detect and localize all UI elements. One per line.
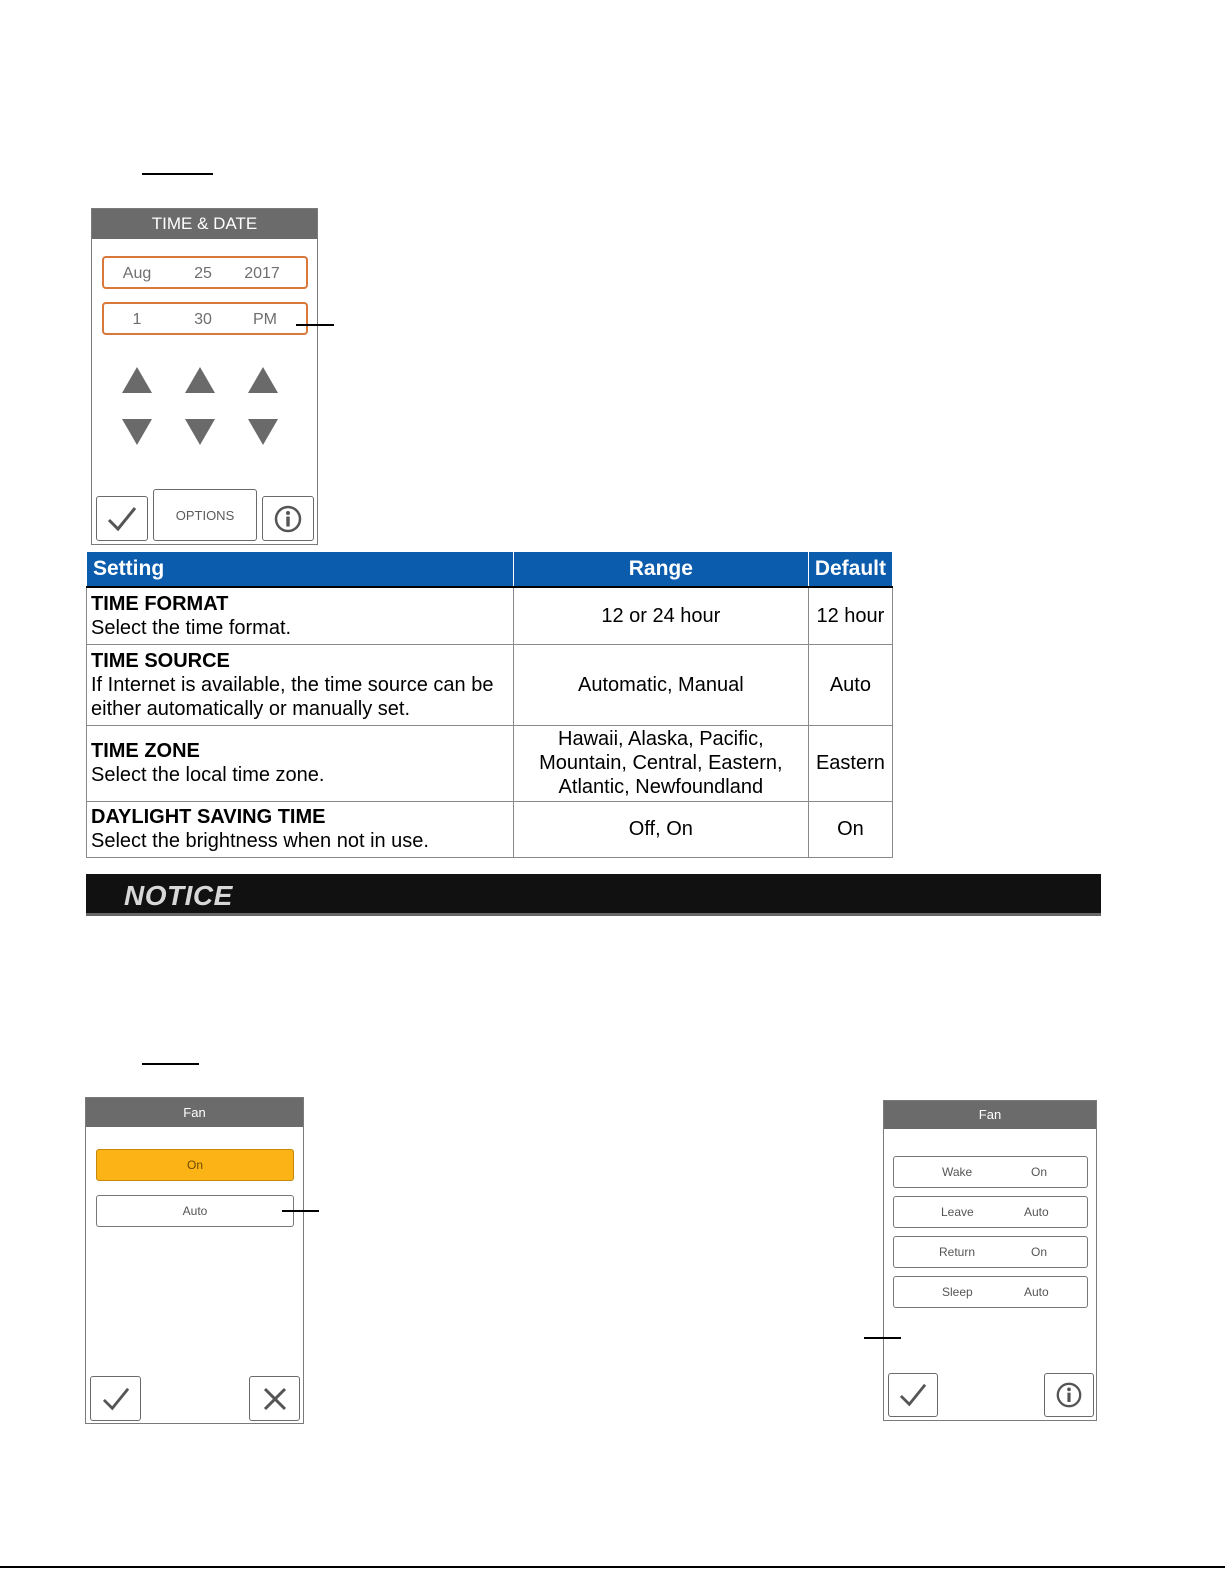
setting-desc: Select the brightness when not in use. [91, 830, 429, 852]
ampm-down-arrow-icon[interactable] [248, 419, 278, 445]
table-row [87, 725, 893, 801]
mode-value: On [1031, 1165, 1048, 1179]
schedule-item-return[interactable] [893, 1236, 1088, 1268]
header-default: Default [808, 552, 892, 588]
default-cell: 12 hour [808, 587, 892, 644]
confirm-button[interactable] [888, 1373, 938, 1417]
options-button[interactable] [153, 489, 257, 541]
checkmark-icon [898, 1382, 928, 1408]
year-value: 2017 [244, 265, 280, 282]
ampm-up-arrow-icon[interactable] [248, 367, 278, 393]
callout-line [296, 324, 334, 326]
callout-line [864, 1337, 901, 1339]
time-date-screen [91, 208, 318, 545]
hour-value: 1 [132, 311, 142, 328]
mode-value: Auto [1024, 1205, 1049, 1219]
ampm-value: PM [253, 311, 277, 328]
table-row [87, 587, 893, 644]
setting-cell [87, 587, 514, 644]
screen-title: Fan [86, 1098, 303, 1127]
setting-cell [87, 725, 514, 801]
header-range: Range [513, 552, 808, 588]
range-cell: 12 or 24 hour [513, 587, 808, 644]
default-cell: Auto [808, 644, 892, 725]
schedule-item-sleep[interactable] [893, 1276, 1088, 1308]
fan-on-option[interactable] [96, 1149, 294, 1181]
period-label: Wake [942, 1165, 973, 1179]
setting-desc: Select the time format. [91, 616, 292, 639]
info-icon [273, 504, 303, 534]
schedule-item-leave[interactable] [893, 1196, 1088, 1228]
range-cell: Automatic, Manual [513, 644, 808, 725]
screen-title: Fan [884, 1101, 1096, 1129]
hour-up-arrow-icon[interactable] [122, 367, 152, 393]
range-cell: Hawaii, Alaska, Pacific, Mountain, Central, Eastern, Atlantic, Newfoundland [513, 725, 808, 801]
table-row [87, 801, 893, 857]
setting-name: TIME FORMAT [91, 592, 229, 615]
header-setting: Setting [87, 552, 514, 588]
table-row [87, 644, 893, 725]
time-field[interactable] [102, 302, 308, 335]
fan-schedule-screen [883, 1100, 1097, 1421]
info-button[interactable] [1044, 1373, 1094, 1417]
setting-desc: Select the local time zone. [91, 764, 325, 786]
cancel-button[interactable] [249, 1376, 300, 1421]
setting-name: TIME ZONE [91, 740, 200, 762]
info-icon [1055, 1381, 1083, 1409]
mode-value: Auto [1024, 1285, 1049, 1299]
period-label: Leave [941, 1205, 974, 1219]
date-field[interactable] [102, 256, 308, 289]
default-cell: Eastern [808, 725, 892, 801]
settings-table [86, 551, 893, 858]
fan-screen [85, 1097, 304, 1424]
option-label: Auto [182, 1204, 208, 1218]
mode-value: On [1031, 1245, 1048, 1259]
setting-cell [87, 644, 514, 725]
option-label: On [186, 1158, 203, 1172]
day-value: 25 [194, 265, 212, 282]
setting-name: DAYLIGHT SAVING TIME [91, 806, 326, 828]
minute-value: 30 [194, 311, 212, 328]
info-button[interactable] [262, 496, 314, 541]
period-label: Sleep [942, 1285, 973, 1299]
section-underline [142, 1063, 199, 1065]
period-label: Return [939, 1245, 976, 1259]
close-icon [262, 1386, 288, 1412]
setting-name: TIME SOURCE [91, 649, 230, 672]
checkmark-icon [106, 505, 138, 533]
notice-label: NOTICE [124, 880, 233, 911]
notice-banner [86, 874, 1101, 916]
setting-desc: If Internet is available, the time source can be either automatically or manually set. [91, 673, 494, 720]
section-underline [142, 173, 213, 175]
schedule-item-wake[interactable] [893, 1156, 1088, 1188]
checkmark-icon [101, 1386, 131, 1412]
confirm-button[interactable] [90, 1376, 141, 1421]
hour-down-arrow-icon[interactable] [122, 419, 152, 445]
minute-up-arrow-icon[interactable] [185, 367, 215, 393]
default-cell: On [808, 801, 892, 857]
setting-cell [87, 801, 514, 857]
page-bottom-rule [0, 1566, 1225, 1568]
options-label: OPTIONS [175, 507, 235, 523]
screen-title: TIME & DATE [92, 209, 317, 239]
confirm-button[interactable] [96, 496, 148, 541]
month-value: Aug [122, 265, 152, 282]
minute-down-arrow-icon[interactable] [185, 419, 215, 445]
range-cell: Off, On [513, 801, 808, 857]
callout-line [282, 1210, 319, 1212]
fan-auto-option[interactable] [96, 1195, 294, 1227]
